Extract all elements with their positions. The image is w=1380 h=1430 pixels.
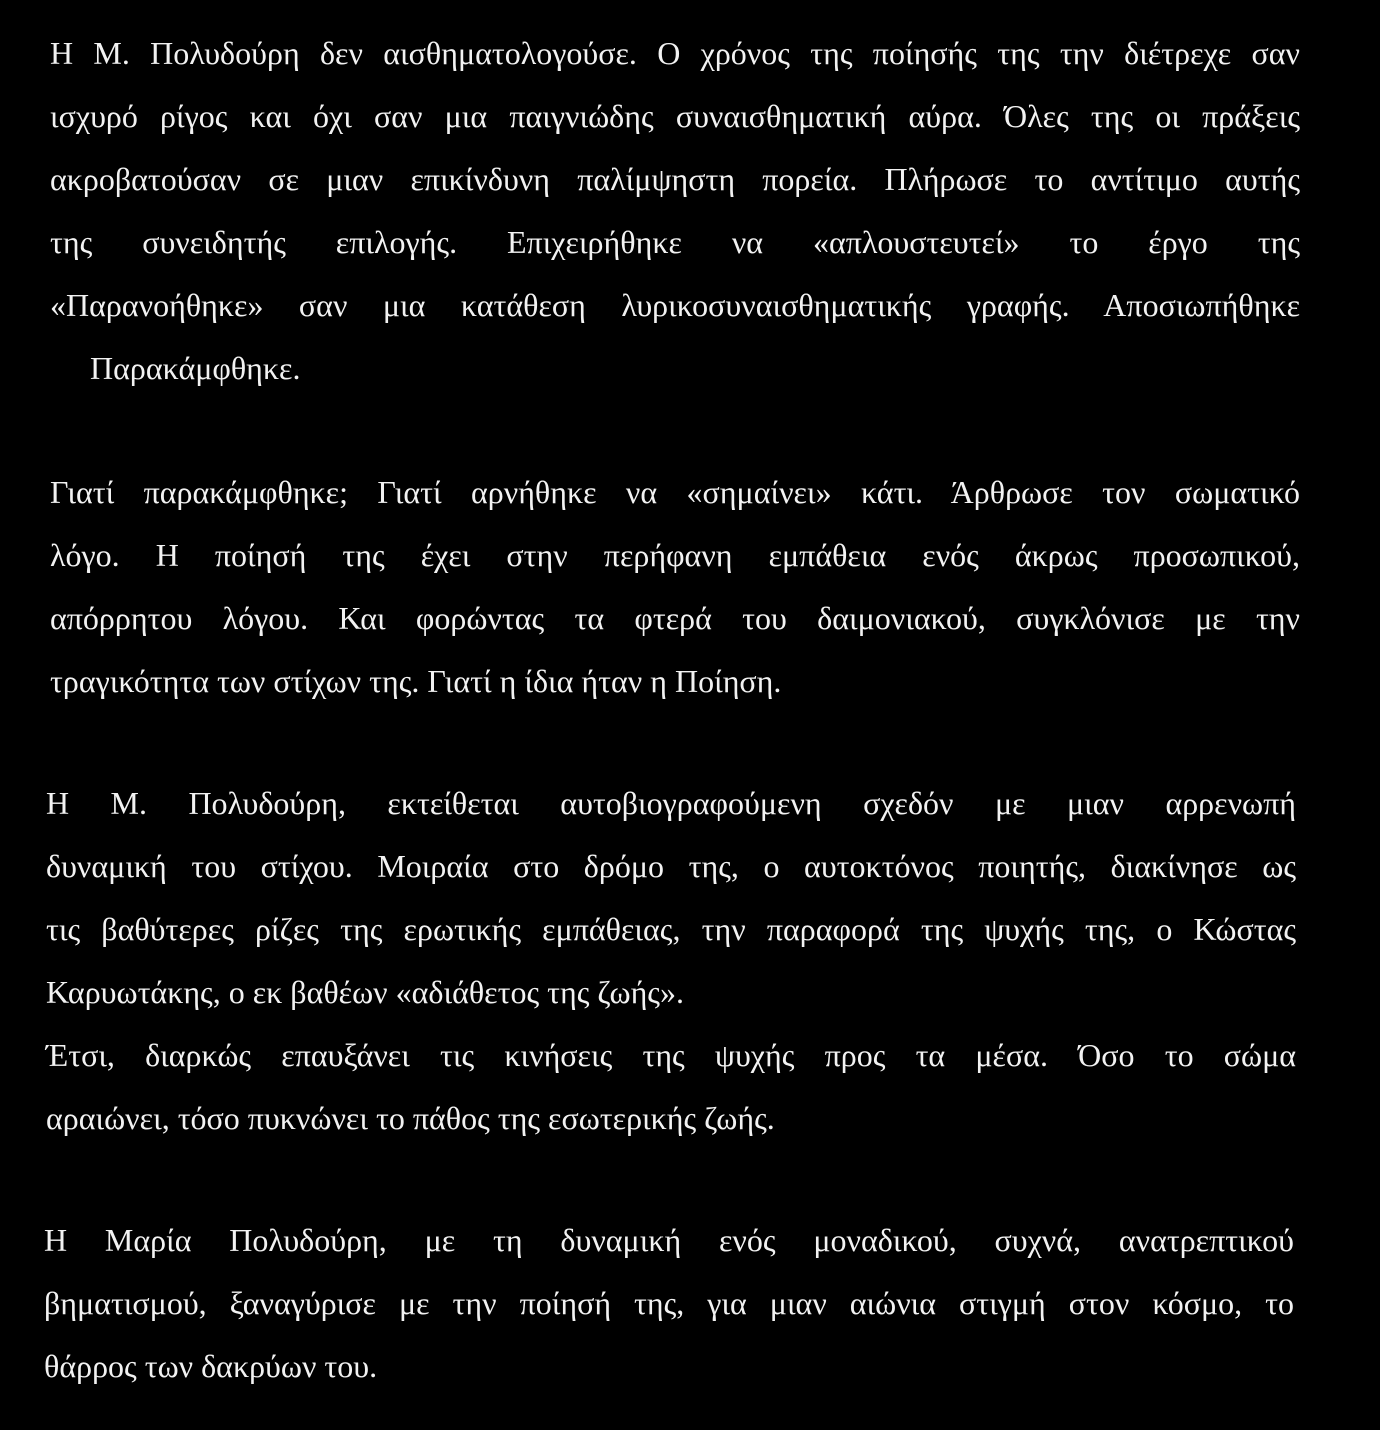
text-line: Γιατί παρακάμφθηκε; Γιατί αρνήθηκε να «σημαίνει» κάτι. Άρθρωσε τον σωματικό bbox=[50, 474, 1300, 510]
text-line: ακροβατούσαν σε μιαν επικίνδυνη παλίμψηστη πορεία. Πλήρωσε το αντίτιμο αυτής bbox=[50, 161, 1300, 197]
text-line: Η Μ. Πολυδούρη δεν αισθηματολογούσε. Ο χρόνος της ποίησής της την διέτρεχε σαν bbox=[50, 35, 1300, 71]
paragraph-2 bbox=[50, 461, 1300, 713]
text-line: Η Μ. Πολυδούρη, εκτείθεται αυτοβιογραφούμενη σχεδόν με μιαν αρρενωπή bbox=[46, 785, 1296, 821]
text-line: βηματισμού, ξαναγύρισε με την ποίησή της, για μιαν αιώνια στιγμή στον κόσμο, το bbox=[44, 1285, 1294, 1321]
text-line: θάρρος των δακρύων του. bbox=[44, 1348, 378, 1384]
text-line: λόγο. Η ποίησή της έχει στην περήφανη εμπάθεια ενός άκρως προσωπικού, bbox=[50, 537, 1300, 573]
text-line: της συνειδητής επιλογής. Επιχειρήθηκε να «απλουστευτεί» το έργο της bbox=[50, 224, 1300, 260]
text-line: Καρυωτάκης, ο εκ βαθέων «αδιάθετος της ζωής». bbox=[46, 974, 684, 1010]
text-line: αραιώνει, τόσο πυκνώνει το πάθος της εσωτερικής ζωής. bbox=[46, 1100, 775, 1136]
text-line: απόρρητου λόγου. Και φορώντας τα φτερά του δαιμονιακού, συγκλόνισε με την bbox=[50, 600, 1300, 636]
paragraph-3 bbox=[46, 772, 1296, 1150]
paragraph-4 bbox=[44, 1209, 1294, 1398]
paragraph-1 bbox=[50, 22, 1300, 400]
text-line: ισχυρό ρίγος και όχι σαν μια παιγνιώδης συναισθηματική αύρα. Όλες της οι πράξεις bbox=[50, 98, 1300, 134]
text-line: Έτσι, διαρκώς επαυξάνει τις κινήσεις της ψυχής προς τα μέσα. Όσο το σώμα bbox=[46, 1037, 1296, 1073]
text-line: τραγικότητα των στίχων της. Γιατί η ίδια ήταν η Ποίηση. bbox=[50, 663, 782, 699]
text-line: «Παρανοήθηκε» σαν μια κατάθεση λυρικοσυναισθηματικής γραφής. Αποσιωπήθηκε bbox=[50, 287, 1300, 323]
text-line: δυναμική του στίχου. Μοιραία στο δρόμο της, ο αυτοκτόνος ποιητής, διακίνησε ως bbox=[46, 848, 1296, 884]
text-line: Παρακάμφθηκε. bbox=[90, 350, 301, 386]
text-line: τις βαθύτερες ρίζες της ερωτικής εμπάθειας, την παραφορά της ψυχής της, ο Κώστας bbox=[46, 911, 1296, 947]
text-line: Η Μαρία Πολυδούρη, με τη δυναμική ενός μοναδικού, συχνά, ανατρεπτικού bbox=[44, 1222, 1294, 1258]
